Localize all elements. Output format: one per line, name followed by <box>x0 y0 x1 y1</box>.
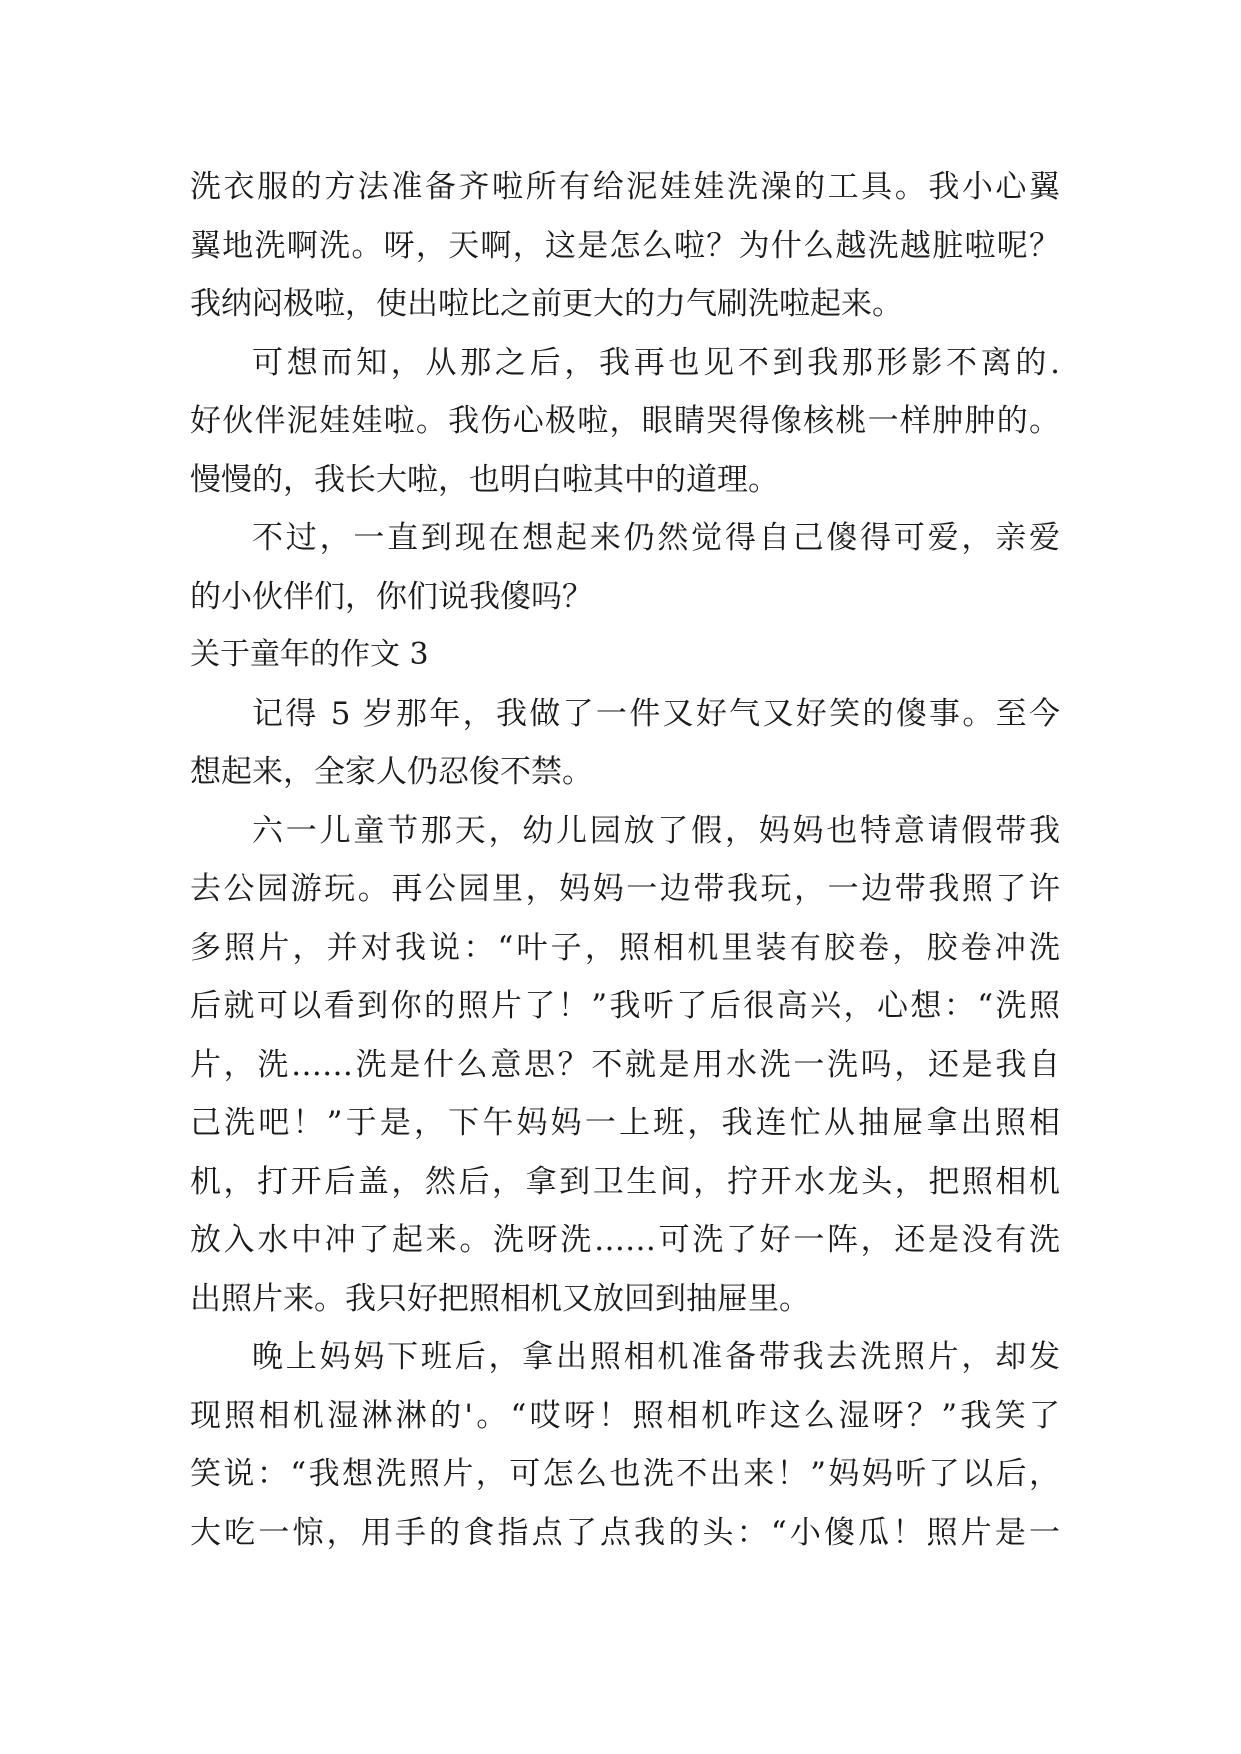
text-line: 机，打开后盖，然后，拿到卫生间，拧开水龙头，把照相机 <box>190 1163 1060 1200</box>
paragraph-first-line: 晚上妈妈下班后，拿出照相机准备带我去洗照片，却发 <box>252 1339 1060 1375</box>
text-line: 想起来，全家人仍忍俊不禁。 <box>190 754 593 790</box>
text-line: 洗衣服的方法准备齐啦所有给泥娃娃洗澡的工具。我小心翼 <box>190 169 1060 205</box>
paragraph-first-line: 六一儿童节那天，幼儿园放了假，妈妈也特意请假带我 <box>252 812 1060 849</box>
text-line: 后就可以看到你的照片了！”我听了后很高兴，心想：“洗照 <box>190 988 1060 1024</box>
text-line: 慢慢的，我长大啦，也明白啦其中的道理。 <box>190 461 779 498</box>
section-heading: 关于童年的作文 3 <box>190 637 429 672</box>
text-line: 片，洗……洗是什么意思？不就是用水洗一洗吗，还是我自 <box>190 1046 1060 1083</box>
paragraph-first-line: 记得 5 岁那年，我做了一件又好气又好笑的傻事。至今 <box>252 695 1060 732</box>
text-line: 好伙伴泥娃娃啦。我伤心极啦，眼睛哭得像核桃一样肿肿的。 <box>190 403 1060 439</box>
text-line: 出照片来。我只好把照相机又放回到抽屉里。 <box>190 1280 810 1317</box>
text-line: 我纳闷极啦，使出啦比之前更大的力气刷洗啦起来。 <box>190 286 903 322</box>
text-line: 的小伙伴们，你们说我傻吗？ <box>190 578 593 615</box>
text-line: 己洗吧！”于是，下午妈妈一上班，我连忙从抽屉拿出照相 <box>190 1105 1060 1141</box>
document-body <box>190 158 1060 1562</box>
text-line: 翼地洗啊洗。呀，天啊，这是怎么啦？为什么越洗越脏啦呢？ <box>190 227 1060 264</box>
paragraph-first-line: 不过，一直到现在想起来仍然觉得自己傻得可爱，亲爱 <box>252 520 1060 556</box>
paragraph-first-line: 可想而知，从那之后，我再也见不到我那形影不离的. <box>252 344 1060 381</box>
text-line: 去公园游玩。再公园里，妈妈一边带我玩，一边带我照了许 <box>190 871 1060 907</box>
text-line: 放入水中冲了起来。洗呀洗……可洗了好一阵，还是没有洗 <box>190 1222 1060 1258</box>
text-line: 笑说：“我想洗照片，可怎么也洗不出来！”妈妈听了以后， <box>190 1456 1060 1492</box>
text-line: 大吃一惊，用手的食指点了点我的头：“小傻瓜！照片是一 <box>190 1514 1060 1551</box>
text-line: 多照片，并对我说：“叶子，照相机里装有胶卷，胶卷冲洗 <box>190 929 1060 966</box>
text-line: 现照相机湿淋淋的'。“哎呀！照相机咋这么湿呀？”我笑了 <box>190 1397 1060 1434</box>
